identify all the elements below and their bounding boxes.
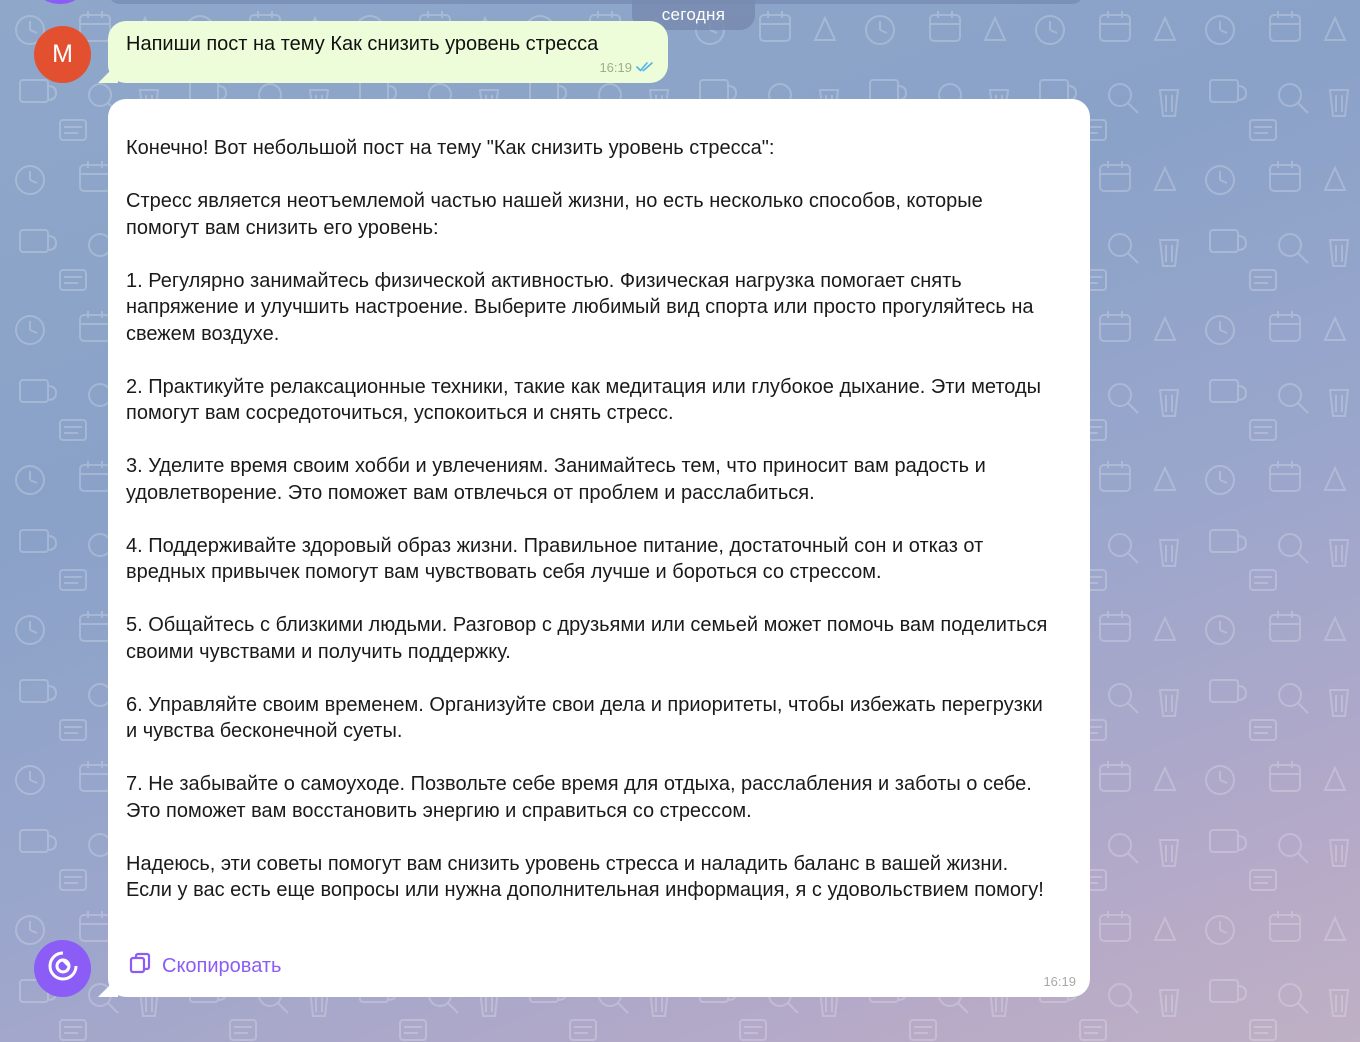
bot-paragraph-lead: Стресс является неотъемлемой частью нашей жизни, но есть несколько способов, которые помогут вам снизить его уровень: (126, 190, 983, 239)
bot-paragraph-intro: Конечно! Вот небольшой пост на тему "Как снизить уровень стресса": (126, 137, 775, 159)
user-message-bubble[interactable] (108, 21, 668, 83)
copy-icon (128, 951, 152, 981)
bot-logo-icon (46, 949, 80, 988)
bot-avatar[interactable] (34, 940, 91, 997)
bot-message-time: 16:19 (1043, 974, 1076, 989)
copy-button-label: Скопировать (162, 954, 282, 977)
bot-paragraph-tip-1: 1. Регулярно занимайтесь физической активностью. Физическая нагрузка помогает снять напряжение и улучшить настроение. Выберите любимый вид спорта или просто прогуляйтесь на свежем воздухе. (126, 269, 1034, 345)
bot-paragraph-tip-6: 6. Управляйте своим временем. Организуйте свои дела и приоритеты, чтобы избежать перегрузки и чувства бесконечной суеты. (126, 693, 1043, 742)
bot-paragraph-tip-2: 2. Практикуйте релаксационные техники, такие как медитация или глубокое дыхание. Эти методы помогут вам сосредоточиться, успокоиться и снять стресс. (126, 375, 1041, 424)
user-message-meta (599, 60, 654, 75)
double-check-icon (636, 60, 654, 75)
bot-paragraph-tip-5: 5. Общайтесь с близкими людьми. Разговор с друзьями или семьей может помочь вам поделиться своими чувствами и получить поддержку. (126, 614, 1048, 663)
bot-paragraph-tip-3: 3. Уделите время своим хобби и увлечениям. Занимайтесь тем, что приносит вам радость и удовлетворение. Это поможет вам отвлечься от проблем и расслабиться. (126, 455, 986, 504)
user-message-time: 16:19 (599, 60, 632, 75)
user-avatar[interactable]: М (34, 26, 91, 83)
bot-message-text (126, 135, 1056, 930)
bot-paragraph-outro: Надеюсь, эти советы помогут вам снизить уровень стресса и наладить баланс в вашей жизни. Если у вас есть еще вопросы или нужна дополнительная информация, я с удовольствием помогу! (126, 852, 1044, 901)
copy-button[interactable] (128, 952, 281, 980)
previous-message-edge (108, 0, 1084, 4)
bot-message-bubble[interactable] (108, 99, 1090, 997)
user-message-text: Напиши пост на тему Как снизить уровень стресса (126, 33, 599, 55)
date-separator: сегодня (632, 0, 755, 30)
bot-paragraph-tip-4: 4. Поддерживайте здоровый образ жизни. Правильное питание, достаточный сон и отказ от вредных привычек помогут вам чувствовать себя лучше и бороться со стрессом. (126, 534, 984, 583)
bot-paragraph-tip-7: 7. Не забывайте о самоуходе. Позвольте себе время для отдыха, расслабления и заботы о себе. Это поможет вам восстановить энергию и справиться со стрессом. (126, 773, 1032, 822)
